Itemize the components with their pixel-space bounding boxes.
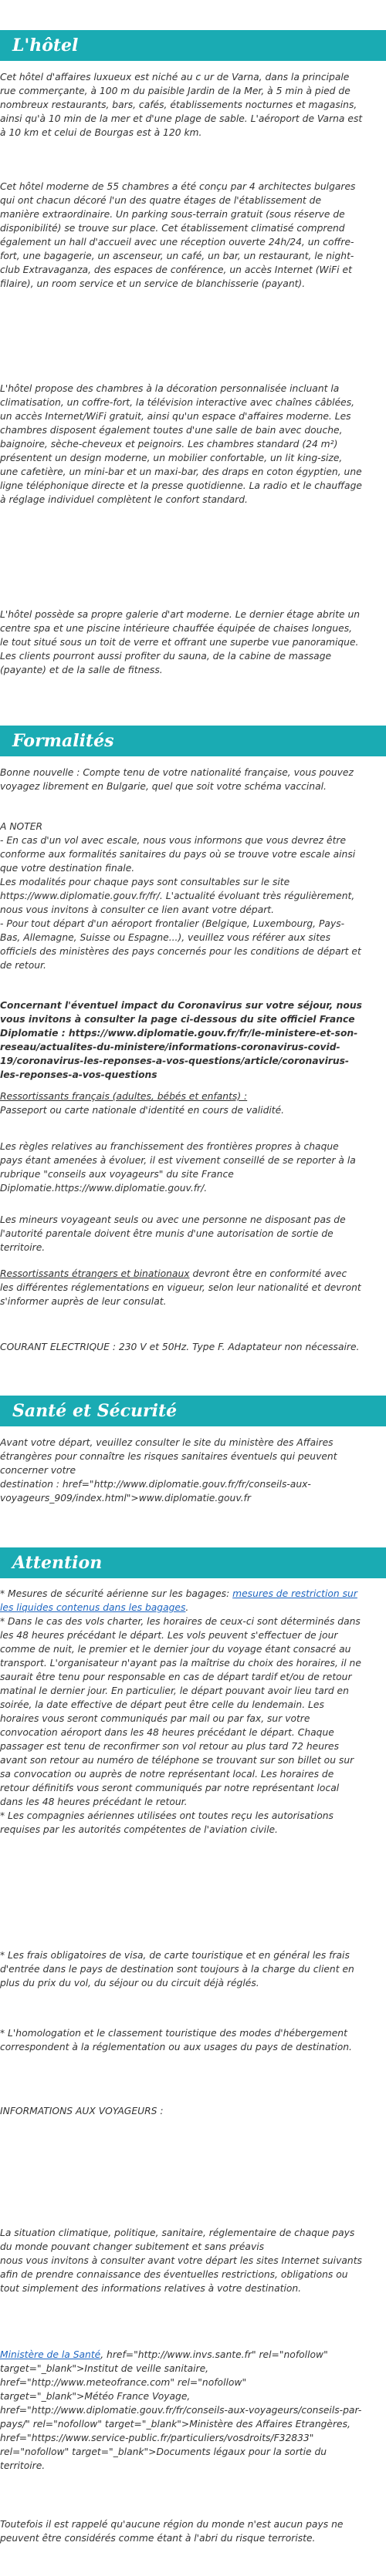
french-nationals-heading: Ressortissants français (adultes, bébés et enfants) : <box>0 1091 248 1102</box>
section-header-sante: Santé et Sécurité <box>0 1396 386 1426</box>
flights-info-text: . * Dans le cas des vols charter, les horaires de ceux-ci sont déterminés dans les 48 heures précédant le départ. Les vols peuvent s'effectuer de jour comme de nuit, le premier et le dernier jour du voyage étant consacré au transport. L'organisateur n'ayant pas la maîtrise du choix des horaires, il ne saurait être tenu pour responsable en cas de départ tardif et/ou de retour matinal le dernier jour. En particulier, le départ pouvant avoir lieu tard en soirée, la date effective de départ peut être celle du lendemain. Les horaires vous seront communiqués par mail ou par fax, sur votre convocation aéroport dans les 48 heures précédant le départ. Chaque passager est tenu de reconfirmer son vol retour au plus tard 72 heures avant son retour au numéro de téléphone se trouvant sur son billet ou sur sa convocation ou auprès de notre représentant local. Les horaires de retour définitifs vous seront communiqués par notre représentant local dans les 48 heures précédant le retour. * Les compagnies aériennes utilisées ont toutes reçu les autorisations requises par les autorités compétentes de l'aviation civile. <box>0 1602 361 1835</box>
formalites-paragraph-3 <box>0 998 363 1082</box>
coronavirus-notice: Concernant l'éventuel impact du Coronavirus sur votre séjour, nous vous invitons à consulter la page ci-dessous du site officiel France Diplomatie : https://www.diplomatie.gouv.fr/fr/le-ministere-et-son-reseau/actualites-du-ministere/informations-coronavirus-covid-19/coronavirus-les-reponses-a-vos-questions/article/coronavirus-les-reponses-a-vos-questions <box>0 1000 362 1080</box>
hotel-paragraph-2: Cet hôtel moderne de 55 chambres a été conçu par 4 architectes bulgares qui ont chacun décoré l'un des quatre étages de l'établissement de manière extraordinaire. Un parking sous-terrain gratuit (sous réserve de disponibilité) se trouve sur place. Cet établissement climatisé comprend également un hall d'accueil avec une réception ouverte 24h/24, un coffre-fort, une bagagerie, un ascenseur, un café, un bar, un restaurant, le night-club Extravaganza, des espaces de conférence, un accès Internet (WiFi et filaire), un room service et un service de blanchisserie (payant). <box>0 181 356 289</box>
section-header-formalites: Formalités <box>0 726 386 756</box>
section-header-attention: Attention <box>0 1547 386 1578</box>
french-nationals-text: Passeport ou carte nationale d'identité en cours de validité. <box>0 1105 285 1116</box>
formalites-paragraph-7 <box>0 1267 363 1308</box>
hotel-paragraph-3: L'hôtel propose des chambres à la décoration personnalisée incluant la climatisation, un coffre-fort, la télévision interactive avec chaînes câblées, un accès Internet/WiFi gratuit, ainsi qu'un espace d'affaires moderne. Les chambres disposent également toutes d'une salle de bain avec douche, baignoire, sèche-cheveux et peignoirs. Les chambres standard (24 m²) présentent un design moderne, un mobilier confortable, un lit king-size, une cafetière, un mini-bar et un maxi-bar, des draps en coton égyptien, une ligne téléphonique directe et la presse quotidienne. La radio et le chauffage à réglage individuel complètent le confort standard. <box>0 383 362 505</box>
attention-paragraph-5: La situation climatique, politique, sanitaire, réglementaire de chaque pays du monde pouvant changer subitement et sans préavis nous vous invitons à consulter avant votre départ les sites Internet suivants afin de prendre connaissance des éventuelles restrictions, obligations ou tout simplement des informations relatives à votre destination. <box>0 2227 362 2294</box>
attention-paragraph-3: * L'homologation et le classement touristique des modes d'hébergement correspondent à la réglementation ou aux usages du pays de destination. <box>0 2028 352 2052</box>
hotel-paragraph-4: L'hôtel possède sa propre galerie d'art moderne. Le dernier étage abrite un centre spa et une piscine intérieure chauffée équipée de chaises longues, le tout situé sous un toit de verre et offrant une superbe vue panoramique. Les clients pourront aussi profiter du sauna, de la cabine de massage (payante) et de la salle de fitness. <box>0 609 361 675</box>
formalites-paragraph-6: Les mineurs voyageant seuls ou avec une personne ne disposant pas de l'autorité parentale doivent être munis d'une autorisation de sortie de territoire. <box>0 1214 346 1253</box>
liquids-restriction-link[interactable]: mesures de restriction sur les liquides contenus dans les bagages <box>0 1588 357 1613</box>
sante-paragraph-1: Avant votre départ, veuillez consulter le site du ministère des Affaires étrangères pour connaître les risques sanitaires éventuels qui peuvent concerner votre destination : href="http://www.diplomatie.gouv.fr/fr/conseils-aux-voyageurs_909/index.html">www.diplomatie.gouv.fr <box>0 1437 337 1504</box>
attention-paragraph-7: Toutefois il est rappelé qu'aucune région du monde n'est aucun pays ne peuvent être considérés comme étant à l'abri du risque terroriste. <box>0 2519 344 2544</box>
formalites-paragraph-4 <box>0 1089 363 1117</box>
formalites-paragraph-5: Les règles relatives au franchissement des frontières propres à chaque pays étant amenées à évoluer, il est vivement conseillé de se reporter à la rubrique "conseils aux voyageurs" du site France Diplomatie.https://www.diplomatie.gouv.fr/. <box>0 1141 356 1194</box>
security-measures-intro: * Mesures de sécurité aérienne sur les bagages: <box>0 1588 233 1599</box>
foreign-nationals-text: devront être en conformité avec les différentes réglementations en vigueur, selon leur nationalité et devront s'informer auprès de leur consulat. <box>0 1268 361 1307</box>
formalites-paragraph-8: COURANT ELECTRIQUE : 230 V et 50Hz. Type F. Adaptateur non nécessaire. <box>0 1342 360 1352</box>
attention-paragraph-6 <box>0 2348 363 2473</box>
foreign-nationals-heading: Ressortissants étrangers et binationaux <box>0 1268 190 1279</box>
formalites-paragraph-1: Bonne nouvelle : Compte tenu de votre nationalité française, vous pouvez voyagez librement en Bulgarie, quel que soit votre schéma vaccinal. <box>0 767 354 792</box>
attention-paragraph-2: * Les frais obligatoires de visa, de carte touristique et en général les frais d'entrée dans le pays de destination sont toujours à la charge du client en plus du prix du vol, du séjour ou du circuit déjà réglés. <box>0 1950 354 1988</box>
attention-paragraph-1 <box>0 1587 363 1837</box>
attention-paragraph-4: INFORMATIONS AUX VOYAGEURS : <box>0 2106 164 2116</box>
hotel-paragraph-1: Cet hôtel d'affaires luxueux est niché au c ur de Varna, dans la principale rue commerçante, à 100 m du paisible Jardin de la Mer, à 5 min à pied de nombreux restaurants, bars, cafés, établissements nocturnes et magasins, ainsi qu'à 10 min de la mer et d'une plage de sable. L'aéroport de Varna est à 10 km et celui de Bourgas est à 120 km. <box>0 72 363 138</box>
ministere-sante-link[interactable]: Ministère de la Santé <box>0 2349 101 2360</box>
formalites-paragraph-2: A NOTER - En cas d'un vol avec escale, nous vous informons que vous devrez être conforme aux formalités sanitaires du pays où se trouve votre escale ainsi que votre destination finale. Les modalités pour chaque pays sont consultables sur le site https://www.diplomatie.gouv.fr/fr/. L'actualité évoluant très régulièrement, nous vous invitons à consulter ce lien avant votre départ. - Pour tout départ d'un aéroport frontalier (Belgique, Luxembourg, Pays-Bas, Allemagne, Suisse ou Espagne...), veuillez vous référer aux sites officiels des ministères des pays concernés pour les conditions de départ et de retour. <box>0 821 361 971</box>
section-header-hotel: L'hôtel <box>0 30 386 61</box>
useful-links-text: , href="http://www.invs.sante.fr" rel="nofollow" target="_blank">Institut de veille sanitaire, href="http://www.meteofrance.com" rel="nofollow" target="_blank">Météo France Voyage, href="http://www.diplomatie.gouv.fr/fr/conseils-aux-voyageurs/conseils-par-pays/" rel="nofollow" target="_blank">Ministère des Affaires Etrangères, href="https://www.service-public.fr/particuliers/vosdroits/F32833" rel="nofollow" target="_blank">Documents légaux pour la sortie du territoire. <box>0 2349 362 2471</box>
